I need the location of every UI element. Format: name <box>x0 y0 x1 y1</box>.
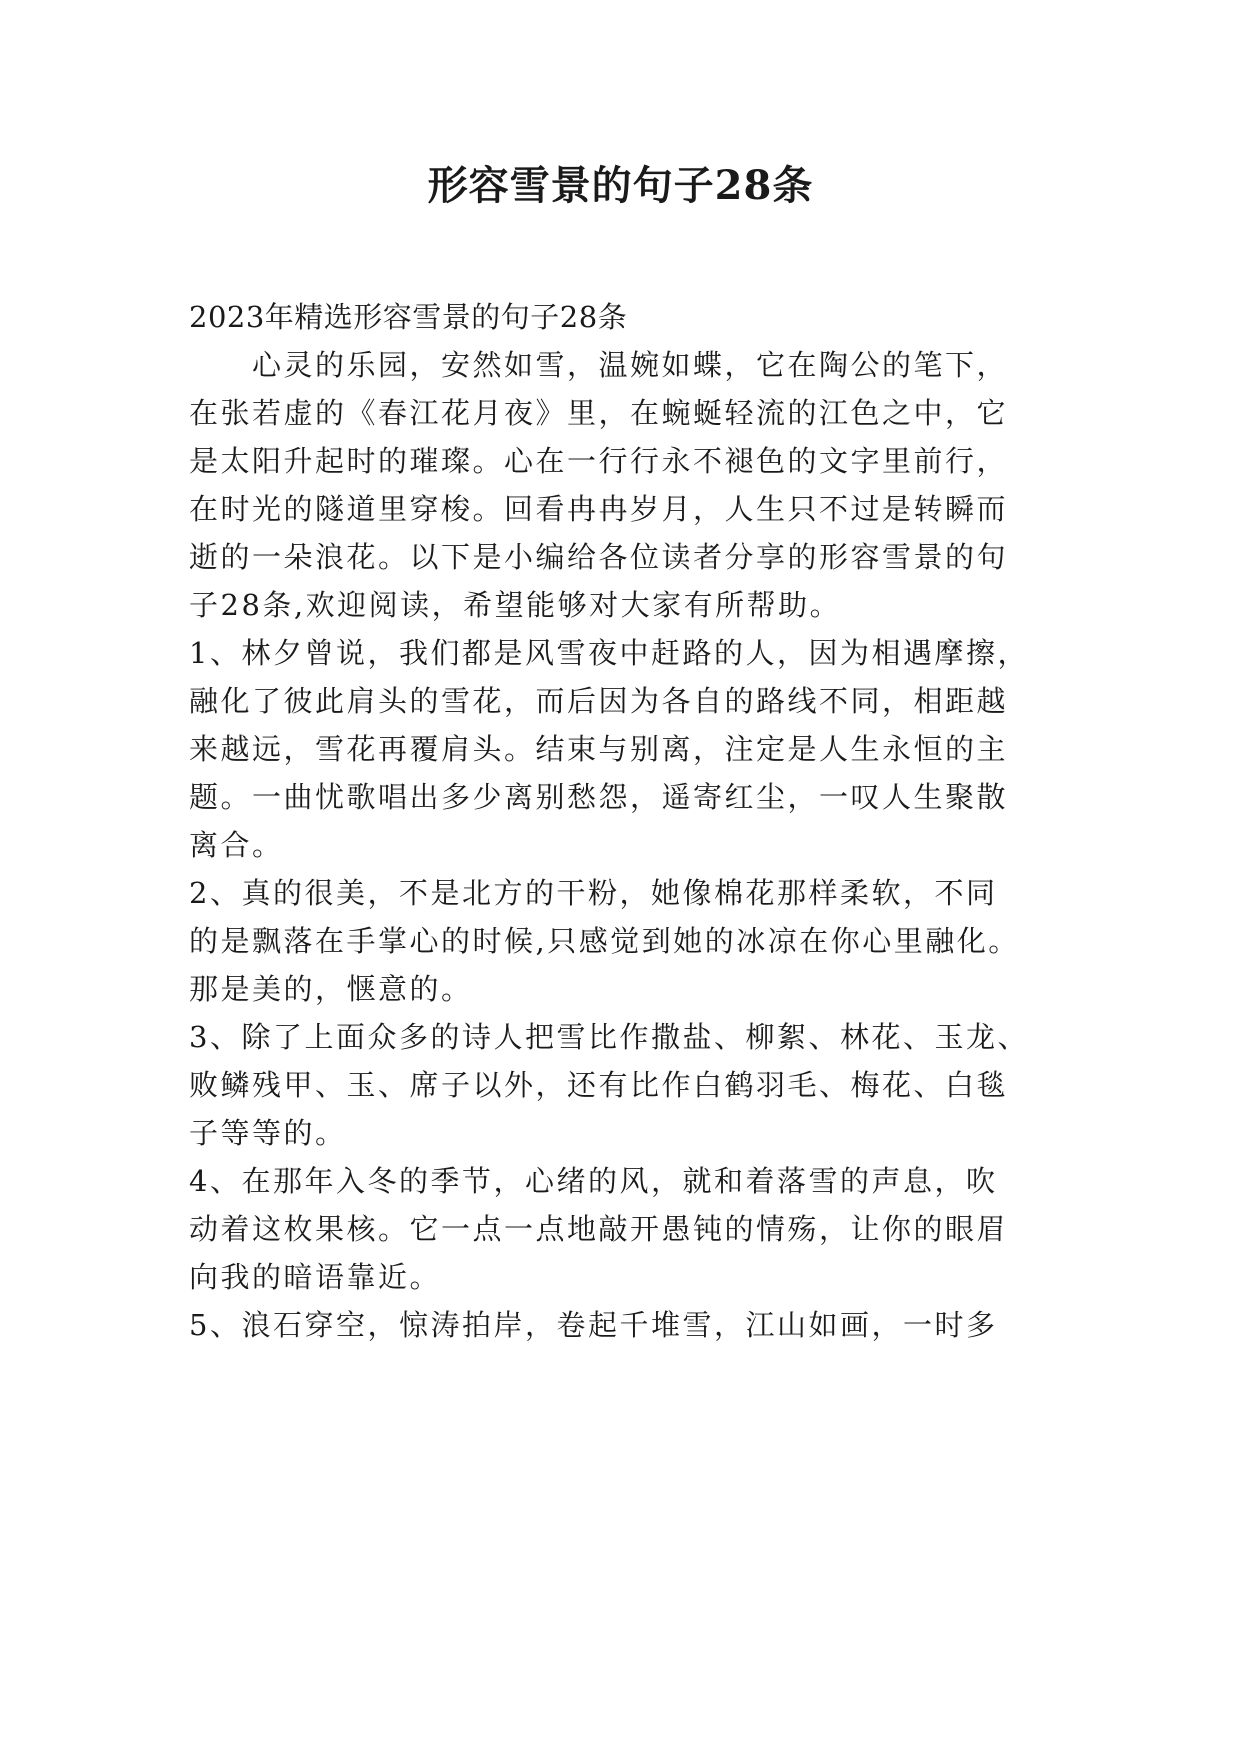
item-5-line: 5、浪石穿空，惊涛拍岸，卷起千堆雪，江山如画，一时多 <box>189 1308 998 1342</box>
item-4-line: 4、在那年入冬的季节，心绪的风，就和着落雪的声息，吹 <box>189 1164 998 1198</box>
item-1-line: 融化了彼此肩头的雪花，而后因为各自的路线不同，相距越 <box>189 684 1009 718</box>
item-4-line: 向我的暗语靠近。 <box>189 1260 442 1294</box>
item-1-line: 1、林夕曾说，我们都是风雪夜中赶路的人，因为相遇摩擦， <box>189 636 1029 670</box>
item-3-line: 子等等的。 <box>189 1116 347 1150</box>
intro-line: 子28条,欢迎阅读，希望能够对大家有所帮助。 <box>189 588 842 622</box>
item-2-line: 那是美的，惬意的。 <box>189 972 473 1006</box>
intro-line: 是太阳升起时的璀璨。心在一行行永不褪色的文字里前行， <box>189 444 1009 478</box>
subtitle-line: 2023年精选形容雪景的句子28条 <box>189 300 628 334</box>
item-1-line: 题。一曲忧歌唱出多少离别愁怨，遥寄红尘，一叹人生聚散 <box>189 780 1009 814</box>
item-2-line: 2、真的很美，不是北方的干粉，她像棉花那样柔软，不同 <box>189 876 998 910</box>
item-3-line: 3、除了上面众多的诗人把雪比作撒盐、柳絮、林花、玉龙、 <box>189 1020 1029 1054</box>
intro-line: 心灵的乐园，安然如雪，温婉如蝶，它在陶公的笔下， <box>189 348 1009 382</box>
document-title: 形容雪景的句子28条 <box>427 162 814 209</box>
item-3-line: 败鳞残甲、玉、席子以外，还有比作白鹤羽毛、梅花、白毯 <box>189 1068 1009 1102</box>
intro-line: 在张若虚的《春江花月夜》里，在蜿蜒轻流的江色之中，它 <box>189 396 1009 430</box>
item-1-line: 离合。 <box>189 828 284 862</box>
item-2-line: 的是飘落在手掌心的时候,只感觉到她的冰凉在你心里融化。 <box>189 924 1020 958</box>
intro-line: 逝的一朵浪花。以下是小编给各位读者分享的形容雪景的句 <box>189 540 1009 574</box>
intro-line: 在时光的隧道里穿梭。回看冉冉岁月，人生只不过是转瞬而 <box>189 492 1009 526</box>
item-4-line: 动着这枚果核。它一点一点地敲开愚钝的情殇，让你的眼眉 <box>189 1212 1009 1246</box>
item-1-line: 来越远，雪花再覆肩头。结束与别离，注定是人生永恒的主 <box>189 732 1009 766</box>
